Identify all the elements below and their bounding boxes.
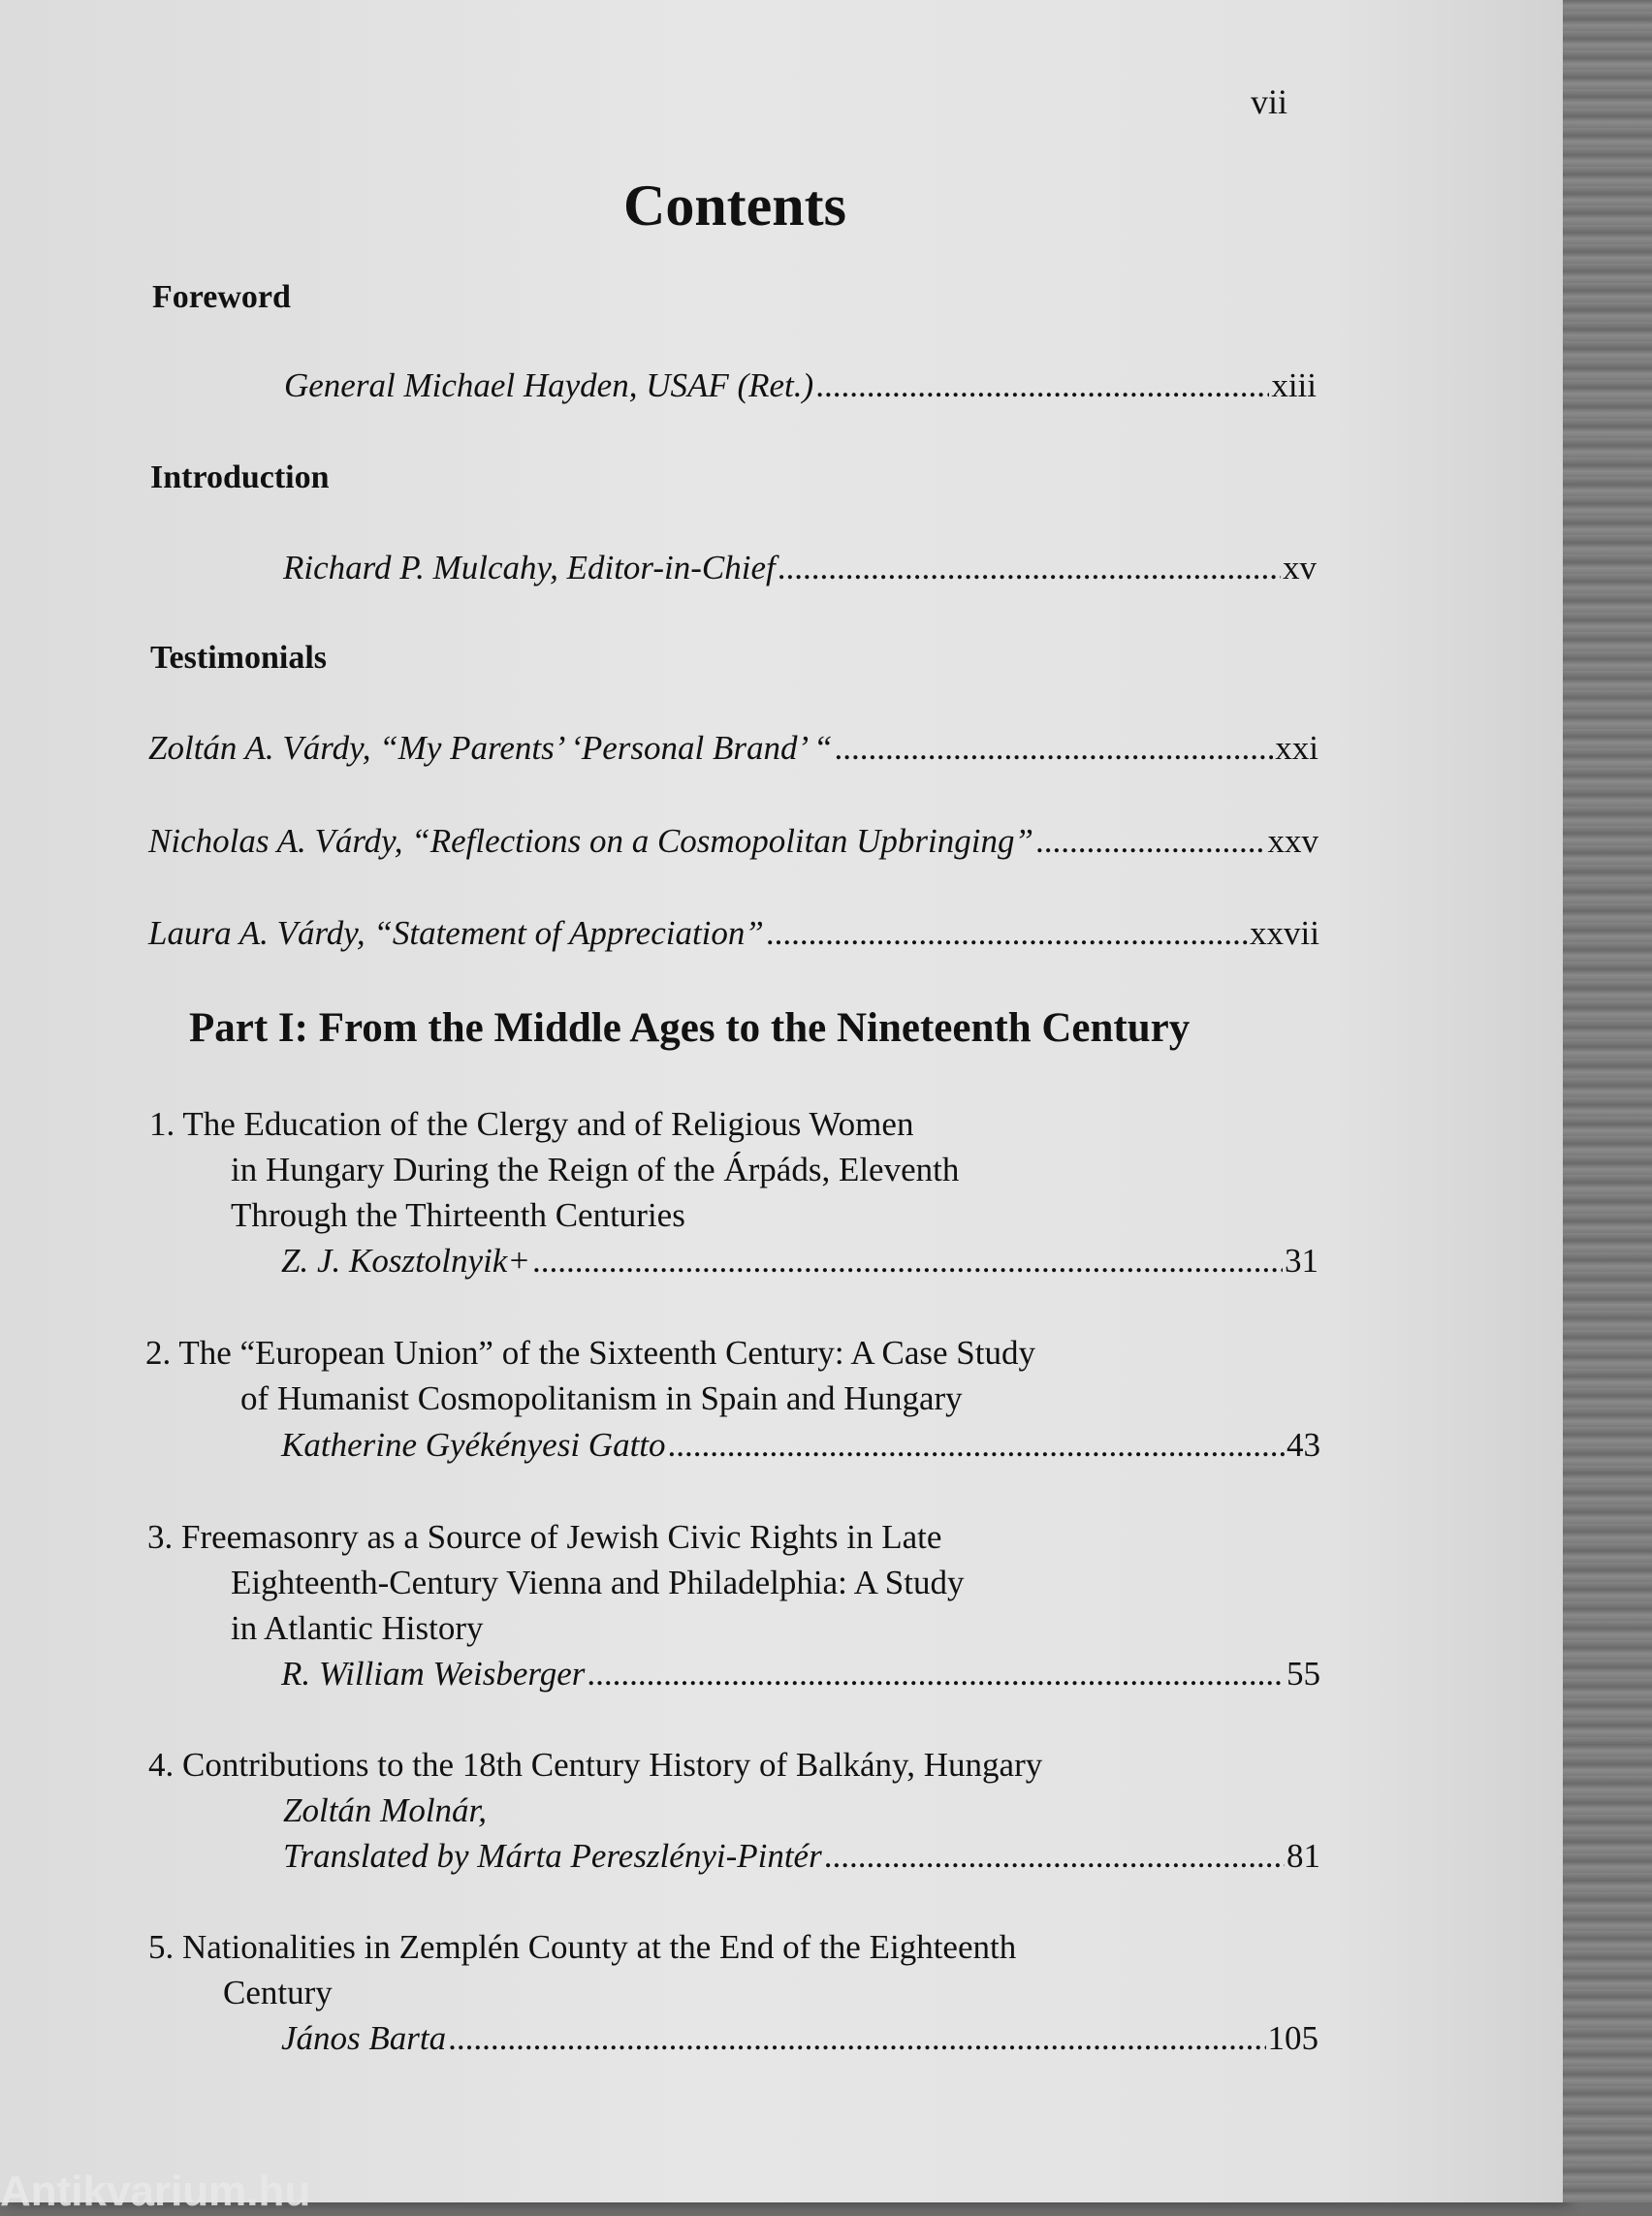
dot-leader: [448, 2016, 1265, 2061]
toc-entry-testimonial: [148, 819, 1318, 864]
chapter-title-line: in Hungary During the Reign of the Árpáds, Eleventh: [231, 1151, 960, 1188]
chapter-title-line: 1. The Education of the Clergy and of Religious Women: [149, 1105, 914, 1143]
dot-leader: [668, 1423, 1285, 1468]
toc-entry-introduction: [283, 546, 1317, 590]
chapter-title-line: Century: [223, 1974, 333, 2011]
dot-leader: [778, 546, 1281, 590]
toc-entry-author: R. William Weisberger: [281, 1655, 586, 1693]
toc-entry-author: Katherine Gyékényesi Gatto: [281, 1426, 666, 1464]
section-label-introduction: Introduction: [150, 459, 330, 495]
toc-entry-page: 43: [1287, 1426, 1320, 1464]
toc-entry-page: xiii: [1271, 366, 1317, 404]
dot-leader: [587, 1652, 1285, 1696]
dot-leader: [815, 364, 1269, 408]
toc-entry-author: Richard P. Mulcahy, Editor-in-Chief: [283, 549, 776, 586]
toc-entry-page: xxvii: [1250, 914, 1319, 952]
toc-entry-page: 31: [1285, 1242, 1318, 1280]
toc-entry-author: General Michael Hayden, USAF (Ret.): [284, 366, 814, 404]
chapter-title-line: of Humanist Cosmopolitanism in Spain and Hungary: [240, 1379, 963, 1417]
section-label-foreword: Foreword: [152, 279, 291, 315]
chapter-title-line: 5. Nationalities in Zemplén County at the End of the Eighteenth: [148, 1928, 1017, 1966]
toc-entry-page: 81: [1287, 1837, 1320, 1875]
book-spine: [1563, 0, 1652, 2202]
chapter-title-line: 3. Freemasonry as a Source of Jewish Civic Rights in Late: [147, 1518, 942, 1556]
toc-entry-chapter: [283, 1834, 1320, 1879]
toc-entry-author: Translated by Márta Pereszlényi-Pintér: [283, 1837, 822, 1875]
toc-entry-chapter: [281, 1652, 1320, 1696]
toc-entry-chapter: [281, 1239, 1318, 1283]
dot-leader: [824, 1834, 1285, 1879]
toc-entry-chapter: [281, 2016, 1318, 2061]
watermark: Antikvarium.hu: [0, 2168, 311, 2215]
toc-entry-author: Nicholas A. Várdy, “Reflections on a Cosmopolitan Upbringing”: [148, 822, 1033, 860]
chapter-author-line: Zoltán Molnár,: [283, 1791, 488, 1829]
toc-entry-author: Zoltán A. Várdy, “My Parents’ ‘Personal Brand’ “: [148, 729, 833, 767]
chapter-title-line: in Atlantic History: [231, 1609, 484, 1647]
toc-entry-page: xxi: [1275, 729, 1318, 767]
chapter-title-line: 2. The “European Union” of the Sixteenth Century: A Case Study: [145, 1334, 1035, 1372]
section-label-testimonials: Testimonials: [150, 640, 328, 676]
dot-leader: [835, 726, 1274, 771]
chapter-title-line: 4. Contributions to the 18th Century History of Balkány, Hungary: [148, 1746, 1043, 1784]
toc-entry-author: Laura A. Várdy, “Statement of Appreciation”: [148, 914, 764, 952]
chapter-title-line: Eighteenth-Century Vienna and Philadelphia: A Study: [231, 1564, 965, 1601]
toc-entry-page: xv: [1283, 549, 1317, 586]
toc-entry-chapter: [281, 1423, 1320, 1468]
toc-entry-testimonial: [148, 911, 1319, 956]
toc-entry-foreword: [284, 364, 1317, 408]
chapter-title-line: Through the Thirteenth Centuries: [231, 1196, 685, 1234]
dot-leader: [1035, 819, 1266, 864]
page-title: Contents: [622, 174, 846, 237]
toc-entry-author: Z. J. Kosztolnyik+: [281, 1242, 530, 1280]
toc-entry-author: János Barta: [281, 2019, 447, 2057]
toc-entry-page: xxv: [1267, 822, 1318, 860]
part-heading: Part I: From the Middle Ages to the Nineteenth Century: [189, 1005, 1191, 1051]
dot-leader: [532, 1239, 1283, 1283]
dot-leader: [766, 911, 1248, 956]
toc-entry-testimonial: [148, 726, 1318, 771]
page-number: vii: [1251, 82, 1288, 121]
toc-entry-page: 105: [1267, 2019, 1318, 2057]
toc-entry-page: 55: [1287, 1655, 1320, 1693]
